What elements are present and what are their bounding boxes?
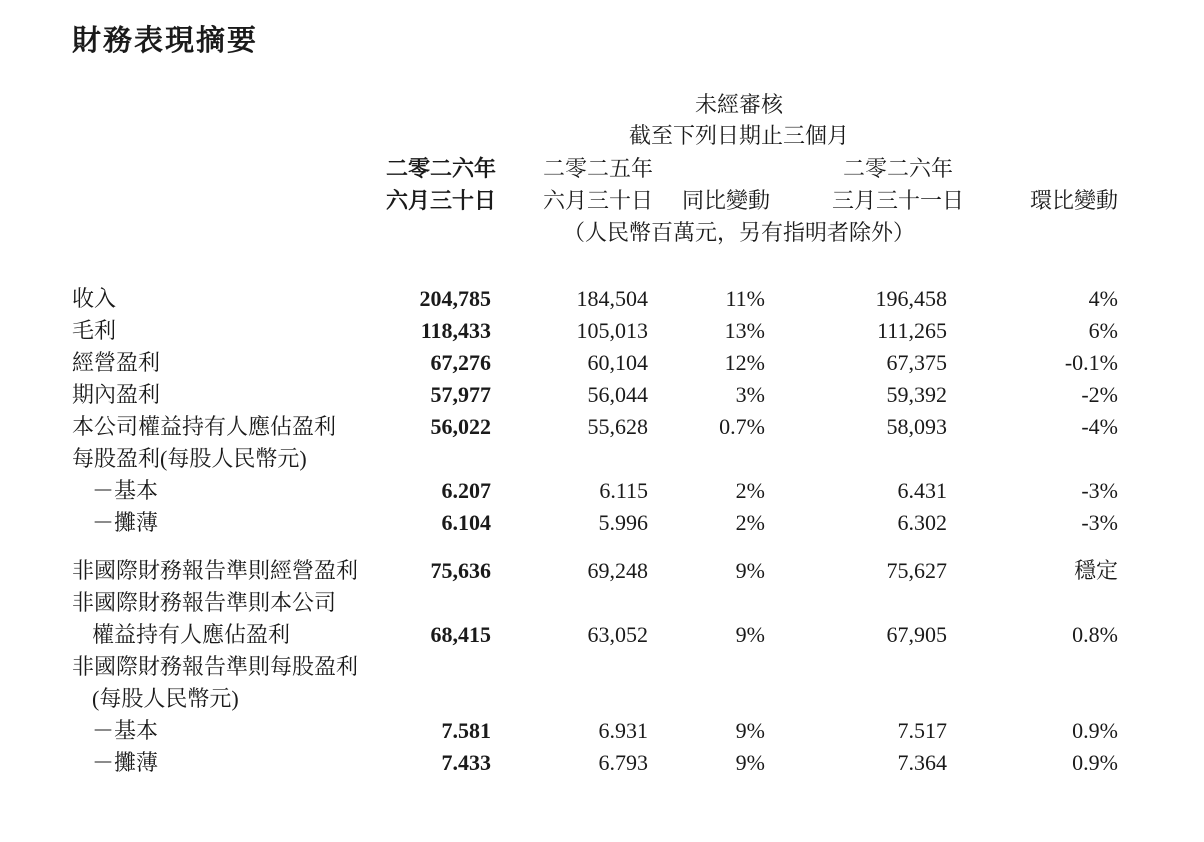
value-2025-jun: 6.931 [598, 718, 648, 743]
col4-header-line2: 三月三十一日 [831, 188, 965, 213]
table-row [72, 507, 1132, 539]
table-row [72, 587, 1132, 619]
value-2026-mar: 67,375 [886, 350, 947, 375]
table-row [72, 539, 1132, 587]
value-2026-jun: 118,433 [420, 318, 491, 343]
page-title: 財務表現摘要 [72, 23, 259, 57]
financial-table [72, 283, 1132, 779]
qoq-change: 穩定 [1073, 558, 1118, 583]
value-2025-jun: 6.115 [599, 478, 648, 503]
row-label: 權益持有人應佔盈利 [92, 622, 291, 647]
qoq-change: -3% [1081, 478, 1118, 503]
yoy-change: 13% [724, 318, 765, 343]
yoy-change: 2% [735, 478, 765, 503]
row-label: －攤薄 [92, 510, 159, 535]
value-2025-jun: 55,628 [587, 414, 648, 439]
col2-header-line2: 六月三十日 [542, 188, 654, 213]
value-2026-mar: 59,392 [886, 382, 947, 407]
col1-header-line2: 六月三十日 [385, 188, 497, 213]
qoq-change: -4% [1081, 414, 1118, 439]
yoy-change: 11% [725, 286, 765, 311]
qoq-change: 0.9% [1072, 718, 1118, 743]
qoq-change: 4% [1088, 286, 1118, 311]
value-2026-jun: 6.207 [441, 478, 491, 503]
qoq-change: 0.9% [1072, 750, 1118, 775]
value-2025-jun: 6.793 [598, 750, 648, 775]
row-label: －基本 [92, 478, 159, 503]
yoy-change: 9% [735, 622, 765, 647]
value-2025-jun: 105,013 [576, 318, 648, 343]
col3-header: 同比變動 [681, 188, 771, 213]
yoy-change: 2% [735, 510, 765, 535]
value-2026-mar: 6.302 [897, 510, 947, 535]
value-2026-jun: 57,977 [430, 382, 491, 407]
yoy-change: 0.7% [719, 414, 765, 439]
value-2026-mar: 7.364 [897, 750, 947, 775]
value-2026-jun: 7.581 [441, 718, 491, 743]
col1-header-line1: 二零二六年 [385, 156, 497, 181]
row-label: 毛利 [72, 318, 117, 343]
table-row [72, 411, 1132, 443]
qoq-change: -0.1% [1064, 350, 1118, 375]
value-2026-mar: 75,627 [886, 558, 947, 583]
yoy-change: 9% [735, 558, 765, 583]
period-header: 截至下列日期止三個月 [628, 123, 850, 148]
row-label: 每股盈利(每股人民幣元) [72, 446, 307, 471]
row-label: －基本 [92, 718, 159, 743]
row-label: 本公司權益持有人應佔盈利 [72, 414, 337, 439]
value-2025-jun: 63,052 [587, 622, 648, 647]
value-2026-mar: 67,905 [886, 622, 947, 647]
row-label: 非國際財務報告準則本公司 [72, 590, 337, 615]
row-label: 非國際財務報告準則每股盈利 [72, 654, 359, 679]
value-2026-jun: 7.433 [441, 750, 491, 775]
table-row [72, 315, 1132, 347]
unit-note: （人民幣百萬元，另有指明者除外） [562, 220, 916, 245]
table-row [72, 475, 1132, 507]
value-2026-jun: 68,415 [430, 622, 491, 647]
yoy-change: 9% [735, 718, 765, 743]
col5-header: 環比變動 [1029, 188, 1118, 213]
value-2025-jun: 56,044 [587, 382, 648, 407]
value-2026-mar: 7.517 [897, 718, 947, 743]
table-row [72, 683, 1132, 715]
qoq-change: -2% [1081, 382, 1118, 407]
row-label: 經營盈利 [72, 350, 161, 375]
value-2026-jun: 6.104 [441, 510, 491, 535]
col2-header-line1: 二零二五年 [542, 156, 654, 181]
table-row [72, 443, 1132, 475]
table-row [72, 619, 1132, 651]
col4-header-line1: 二零二六年 [842, 156, 954, 181]
row-label: (每股人民幣元) [92, 686, 239, 711]
value-2026-mar: 6.431 [897, 478, 947, 503]
qoq-change: -3% [1081, 510, 1118, 535]
table-row [72, 283, 1132, 315]
value-2026-mar: 58,093 [886, 414, 947, 439]
value-2026-mar: 111,265 [877, 318, 947, 343]
value-2025-jun: 60,104 [587, 350, 648, 375]
row-label: 期內盈利 [72, 382, 161, 407]
qoq-change: 0.8% [1072, 622, 1118, 647]
table-row [72, 651, 1132, 683]
unaudited-header: 未經審核 [694, 92, 784, 117]
value-2025-jun: 5.996 [598, 510, 648, 535]
table-row [72, 379, 1132, 411]
qoq-change: 6% [1088, 318, 1118, 343]
value-2026-jun: 75,636 [430, 558, 491, 583]
value-2026-jun: 56,022 [430, 414, 491, 439]
value-2025-jun: 184,504 [576, 286, 648, 311]
yoy-change: 9% [735, 750, 765, 775]
value-2025-jun: 69,248 [587, 558, 648, 583]
value-2026-jun: 204,785 [419, 286, 491, 311]
yoy-change: 3% [735, 382, 765, 407]
value-2026-jun: 67,276 [430, 350, 491, 375]
value-2026-mar: 196,458 [875, 286, 947, 311]
row-label: －攤薄 [92, 750, 159, 775]
row-label: 收入 [72, 286, 117, 311]
row-label: 非國際財務報告準則經營盈利 [72, 558, 359, 583]
table-row [72, 347, 1132, 379]
table-row [72, 715, 1132, 747]
table-row [72, 747, 1132, 779]
yoy-change: 12% [724, 350, 765, 375]
